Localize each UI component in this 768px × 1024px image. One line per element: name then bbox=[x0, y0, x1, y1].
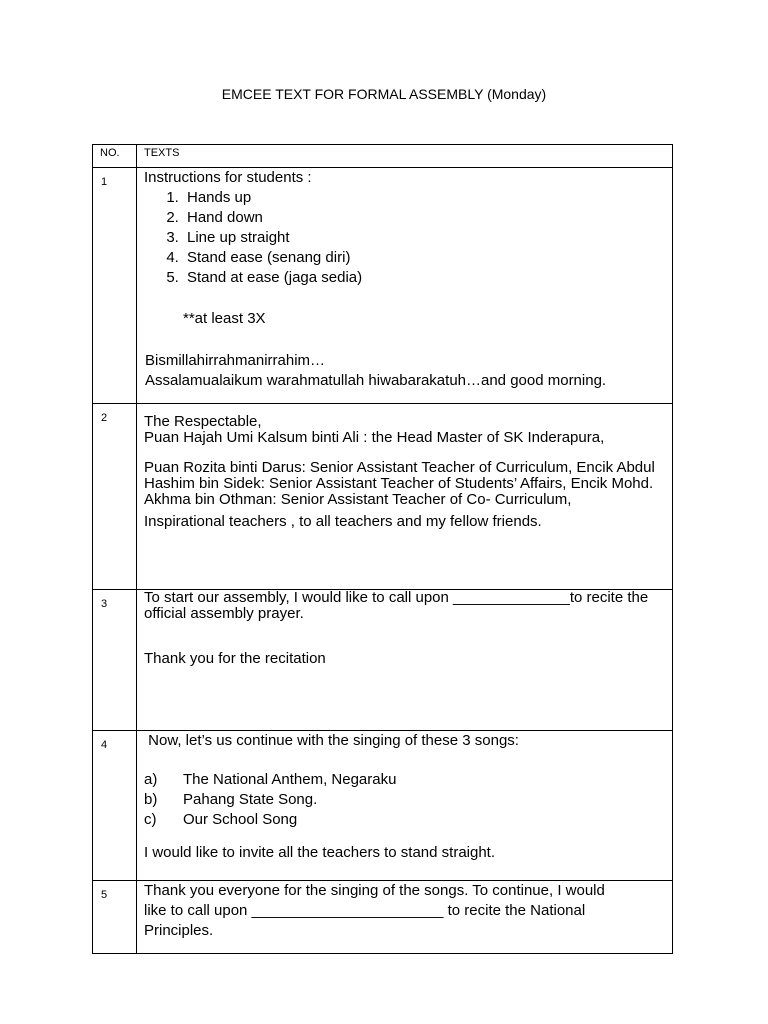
row-number: 4 bbox=[93, 731, 137, 881]
song-title: Pahang State Song. bbox=[183, 791, 318, 808]
recitation-thanks: Thank you for the recitation bbox=[144, 650, 326, 667]
list-item: 4. Stand ease (senang diri) bbox=[183, 248, 670, 268]
header-texts: TEXTS bbox=[137, 145, 673, 168]
greeting-salam: Assalamualaikum warahmatullah hiwabarakatuh…and good morning. bbox=[145, 372, 607, 389]
emcee-table bbox=[92, 144, 673, 954]
table-row bbox=[93, 404, 673, 590]
songs-list bbox=[144, 770, 670, 830]
respectable-line: The Respectable, bbox=[144, 413, 262, 430]
prayer-call-line: To start our assembly, I would like to call upon ______________to recite the official assembly prayer. bbox=[144, 589, 649, 622]
greeting-bismillah: Bismillahirrahmanirrahim… bbox=[145, 352, 326, 369]
repeat-note: **at least 3X bbox=[183, 310, 266, 327]
table-header-row bbox=[93, 145, 673, 168]
row-text bbox=[137, 168, 673, 404]
row-text bbox=[137, 404, 673, 590]
row-text bbox=[137, 731, 673, 881]
list-item bbox=[144, 790, 670, 810]
header-no: NO. bbox=[93, 145, 137, 168]
list-item: 1. Hands up bbox=[183, 188, 670, 208]
teachers-friends-line: Inspirational teachers , to all teachers and my fellow friends. bbox=[144, 513, 542, 530]
instructions-intro: Instructions for students : bbox=[144, 169, 312, 186]
song-title: The National Anthem, Negaraku bbox=[183, 771, 397, 788]
national-principles-line: Thank you everyone for the singing of the songs. To continue, I would like to call upon _______________________ to recite the National Principles. bbox=[144, 882, 605, 939]
senior-teachers-paragraph: Puan Rozita binti Darus: Senior Assistant Teacher of Curriculum, Encik Abdul Hashim bin Sidek: Senior Assistant Teacher of Students’ Affairs, Encik Mohd. Akhma bin Othman: Senior Assistant Teacher of Co- Curriculum, bbox=[144, 459, 655, 508]
row-number: 1 bbox=[93, 168, 137, 404]
list-item: 3. Line up straight bbox=[183, 228, 670, 248]
table-row bbox=[93, 168, 673, 404]
instruction-list bbox=[144, 188, 670, 288]
list-item: 5. Stand at ease (jaga sedia) bbox=[183, 268, 670, 288]
row-text bbox=[137, 881, 673, 954]
document-title: EMCEE TEXT FOR FORMAL ASSEMBLY (Monday) bbox=[221, 86, 547, 102]
song-label: a) bbox=[144, 771, 158, 788]
song-label: b) bbox=[144, 791, 158, 808]
row-text bbox=[137, 590, 673, 731]
table-row bbox=[93, 881, 673, 954]
row-number: 3 bbox=[93, 590, 137, 731]
list-item bbox=[144, 810, 670, 830]
song-label: c) bbox=[144, 811, 157, 828]
table-row bbox=[93, 590, 673, 731]
row-number: 5 bbox=[93, 881, 137, 954]
row-number: 2 bbox=[93, 404, 137, 590]
list-item: 2. Hand down bbox=[183, 208, 670, 228]
songs-intro: Now, let’s us continue with the singing of these 3 songs: bbox=[144, 732, 519, 749]
list-item bbox=[144, 770, 670, 790]
song-title: Our School Song bbox=[183, 811, 298, 828]
stand-straight-line: I would like to invite all the teachers to stand straight. bbox=[144, 844, 496, 861]
table-row bbox=[93, 731, 673, 881]
headmaster-line: Puan Hajah Umi Kalsum binti Ali : the Head Master of SK Inderapura, bbox=[144, 429, 605, 446]
